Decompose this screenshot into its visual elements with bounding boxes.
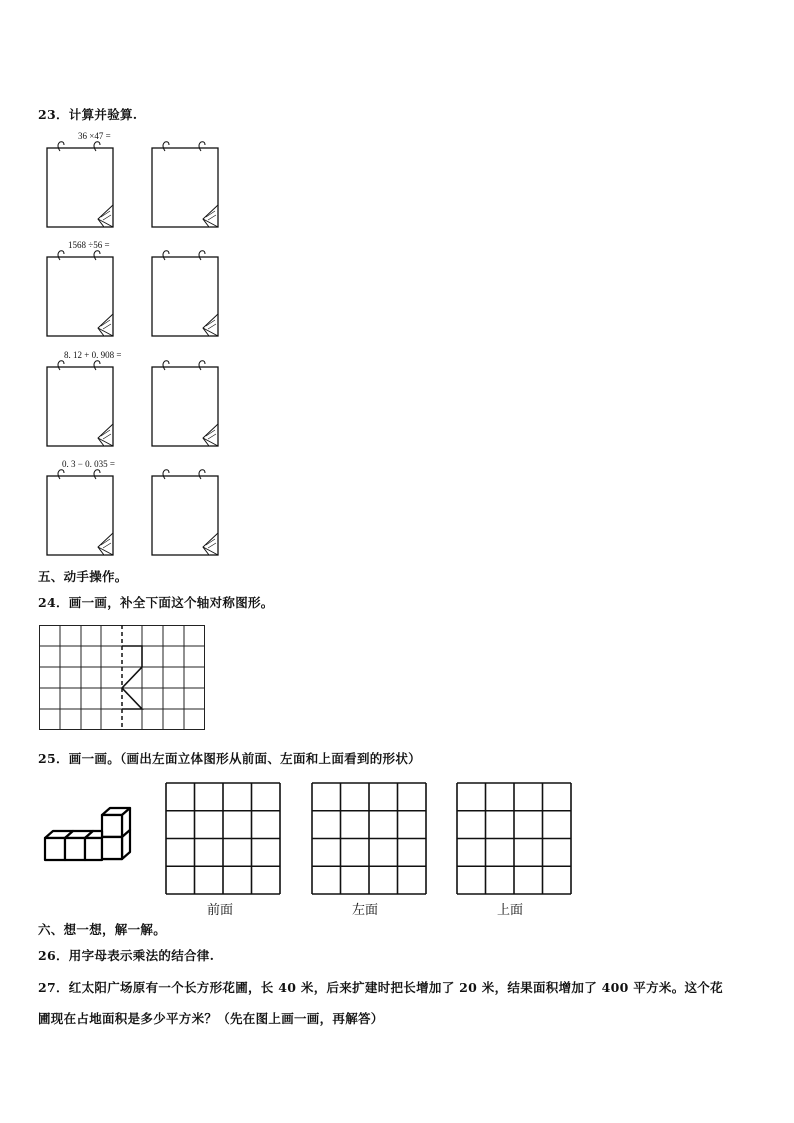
calc-pad-3[interactable]: [46, 360, 116, 448]
verify-pad-4[interactable]: [151, 469, 221, 557]
grid-top-view[interactable]: [456, 782, 574, 897]
q27-line-2: 圃现在占地面积是多少平方米？（先在图上画一画，再解答）: [38, 1011, 384, 1026]
q27-line-1: 27．红太阳广场原有一个长方形花圃，长 40 米，后来扩建时把长增加了 20 米，结果面积增加了 400 平方米。这个花: [38, 980, 723, 995]
q24-title: 24．画一画，补全下面这个轴对称图形。: [38, 595, 274, 610]
calc-pad-4[interactable]: [46, 469, 116, 557]
q23-title: 23．计算并验算.: [38, 107, 138, 122]
half-figure: [122, 646, 142, 709]
grid-left-view[interactable]: [311, 782, 429, 897]
section-5-heading: 五、动手操作。: [38, 569, 128, 584]
problem-1-expression: 36 ×47 =: [78, 131, 111, 141]
caption-top: 上面: [497, 902, 524, 917]
verify-pad-1[interactable]: [151, 141, 221, 229]
problem-2-expression: 1568 ÷56 =: [68, 240, 110, 250]
cube-figure: [40, 804, 136, 874]
symmetry-grid[interactable]: [39, 625, 207, 731]
q26-title: 26．用字母表示乘法的结合律.: [38, 948, 215, 963]
verify-pad-3[interactable]: [151, 360, 221, 448]
q25-title: 25．画一画。（画出左面立体图形从前面、左面和上面看到的形状）: [38, 751, 421, 766]
problem-3-expression: 8. 12 + 0. 908 =: [64, 350, 122, 360]
grid-front-view[interactable]: [165, 782, 283, 897]
caption-front: 前面: [207, 902, 234, 917]
verify-pad-2[interactable]: [151, 250, 221, 338]
calc-pad-1[interactable]: [46, 141, 116, 229]
calc-pad-2[interactable]: [46, 250, 116, 338]
section-6-heading: 六、想一想，解一解。: [38, 922, 167, 937]
problem-4-expression: 0. 3 − 0. 035 =: [62, 459, 115, 469]
caption-left: 左面: [352, 902, 379, 917]
